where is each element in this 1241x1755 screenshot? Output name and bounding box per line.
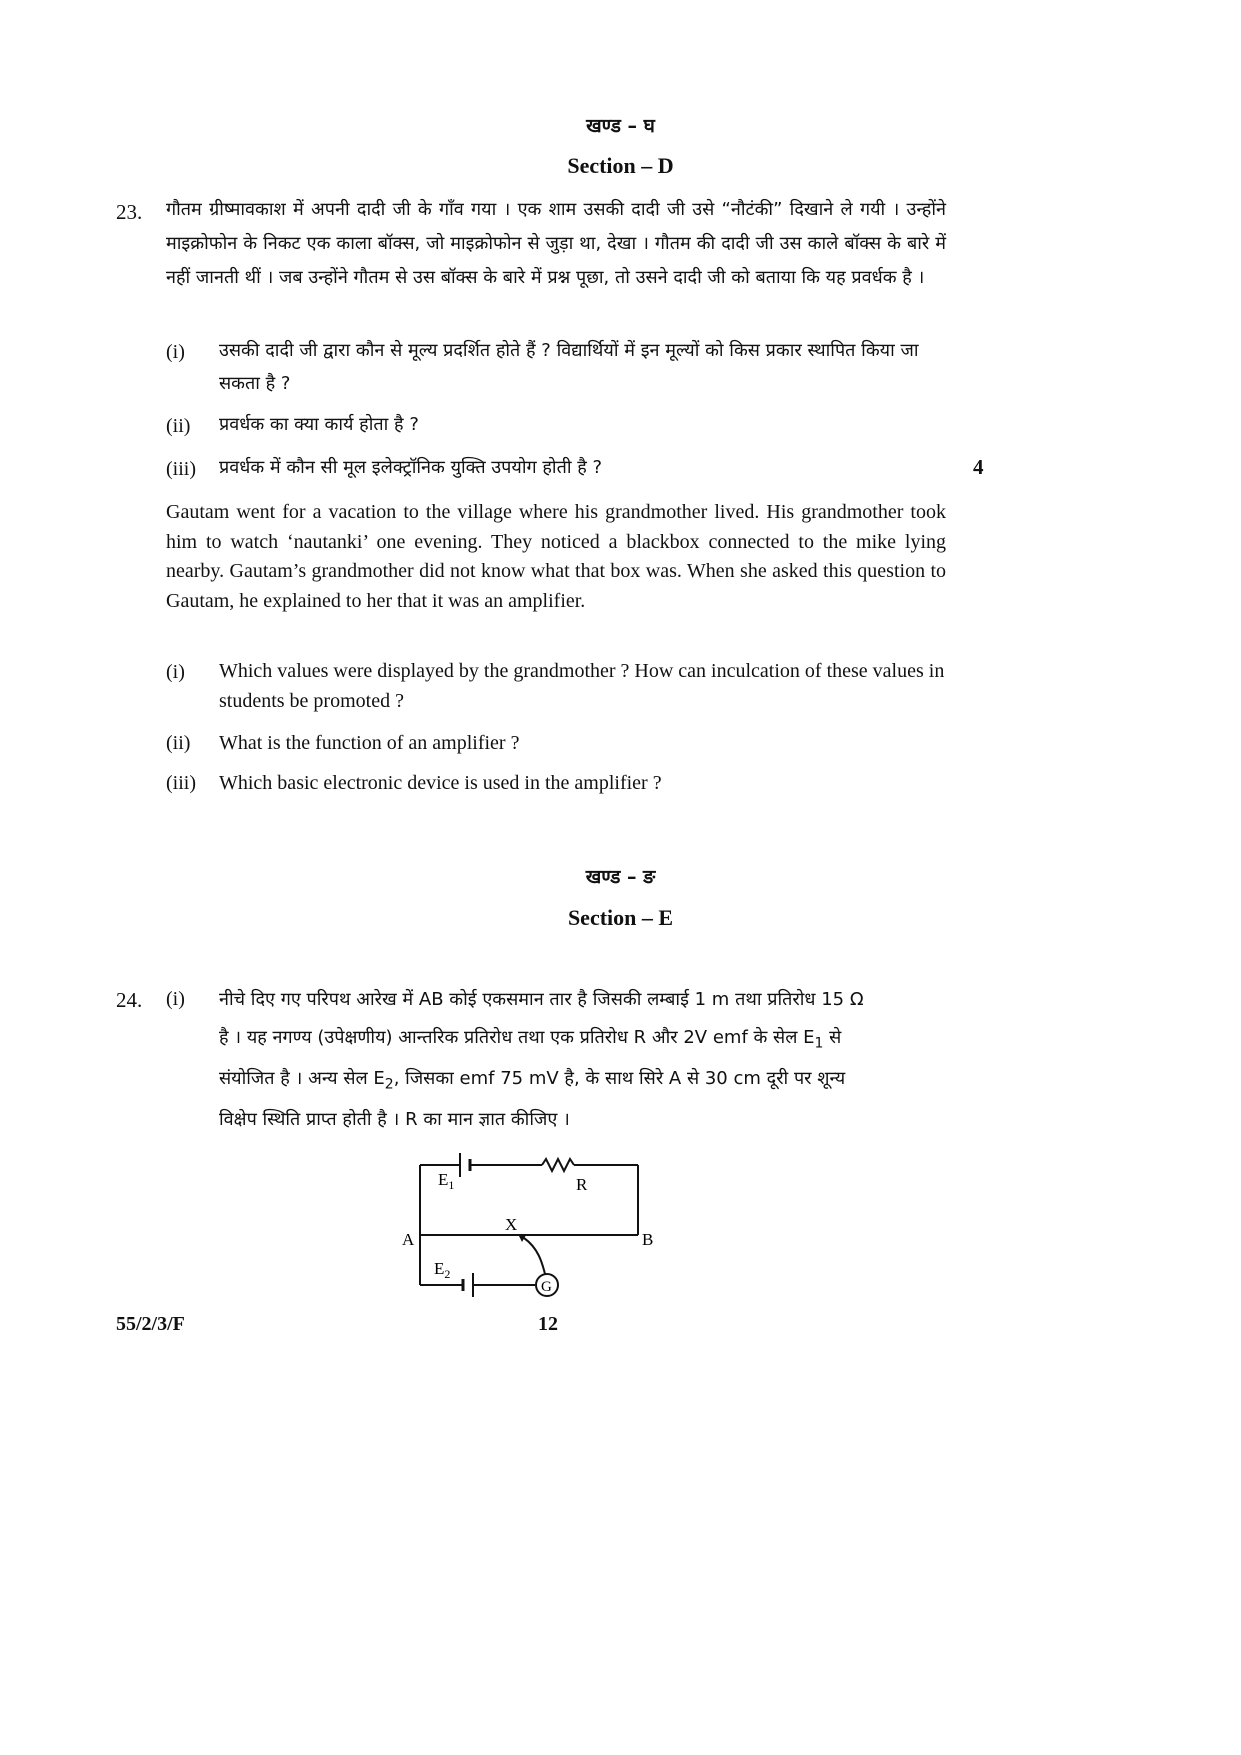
q24-line-2: है । यह नगण्य (उपेक्षणीय) आन्तरिक प्रतिरोध तथा एक प्रतिरोध R और 2V emf के सेल $E_1$ से: [219, 1027, 842, 1052]
label-b: B: [642, 1230, 654, 1249]
q23-hindi-item-label-2: (ii): [166, 415, 191, 437]
label-a: A: [402, 1230, 415, 1249]
label-x: X: [505, 1215, 518, 1234]
label-e1: $E_1$: [438, 1170, 455, 1192]
label-r: R: [576, 1175, 588, 1194]
q24-line-1: नीचे दिए गए परिपथ आरेख में AB कोई एकसमान तार है जिसकी लम्बाई 1 m तथा प्रतिरोध 15 Ω: [219, 989, 864, 1010]
circuit-diagram: [390, 1150, 670, 1310]
q23-hindi-item-text-2: प्रवर्धक का क्या कार्य होता है ?: [219, 414, 419, 435]
q23-english-item-label-1: (i): [166, 661, 185, 683]
q23-marks: 4: [973, 455, 984, 479]
q23-hindi-item-text-3: प्रवर्धक में कौन सी मूल इलेक्ट्रॉनिक युक्ति उपयोग होती है ?: [219, 457, 603, 478]
q24-part-label: (i): [166, 988, 185, 1010]
q23-hindi-item-text-1: उसकी दादी जी द्वारा कौन से मूल्य प्रदर्शित होते हैं ? विद्यार्थियों में इन मूल्यों को किस प्रकार स्थापित किया जा सकता है ?: [219, 340, 919, 394]
question-number: 23.: [116, 200, 143, 224]
section-e-title: Section – E: [567, 905, 674, 930]
q23-english-paragraph: Gautam went for a vacation to the village where his grandmother lived. His grandmother took him to watch ‘nautanki’ one evening. They noticed a blackbox connected to the mike lying nearby. Gautam’s grandmother did not know what that box was. When she asked this question to Gautam, he explained to her that it was an amplifier.: [166, 501, 946, 612]
section-e-hindi-title: खण्ड – ङ: [585, 866, 656, 888]
label-e2: $E_2$: [434, 1259, 451, 1281]
paper-code: 55/2/3/F: [116, 1313, 185, 1335]
label-g: G: [541, 1279, 552, 1295]
q23-hindi-item-label-3: (iii): [166, 458, 196, 480]
q24-line-4: विक्षेप स्थिति प्राप्त होती है । R का मान ज्ञात कीजिए ।: [219, 1109, 570, 1130]
q24-line-3: संयोजित है । अन्य सेल $E_2$, जिसका emf 75 mV है, के साथ सिरे A से 30 cm दूरी पर शून्य: [219, 1068, 846, 1093]
q23-english-item-text-3: Which basic electronic device is used in the amplifier ?: [219, 772, 662, 794]
q23-english-item-text-1: Which values were displayed by the grandmother ? How can inculcation of these values in students be promoted ?: [219, 660, 945, 712]
question-number-24: 24.: [116, 988, 143, 1012]
section-d-hindi-title: खण्ड – घ: [586, 115, 655, 137]
q23-english-item-label-3: (iii): [166, 772, 196, 794]
q23-english-item-text-2: What is the function of an amplifier ?: [219, 732, 520, 754]
page-number: 12: [538, 1313, 558, 1335]
resistor-r: [542, 1159, 574, 1171]
jockey-wire: [524, 1238, 545, 1274]
q23-hindi-item-label-1: (i): [166, 341, 185, 363]
q23-hindi-paragraph: गौतम ग्रीष्मावकाश में अपनी दादी जी के गाँव गया । एक शाम उसकी दादी जी उसे “नौटंकी” दिखाने ले गयी । उन्होंने माइक्रोफोन के निकट एक काला बॉक्स, जो माइक्रोफोन से जुड़ा था, देखा । गौतम की दादी जी उस काले बॉक्स के बारे में नहीं जानती थीं । जब उन्होंने गौतम से उस बॉक्स के बारे में प्रश्न पूछा, तो उसने दादी जी को बताया कि यह प्रवर्धक है ।: [166, 199, 946, 288]
q23-english-item-label-2: (ii): [166, 732, 191, 754]
section-d-title: Section – D: [567, 153, 674, 178]
